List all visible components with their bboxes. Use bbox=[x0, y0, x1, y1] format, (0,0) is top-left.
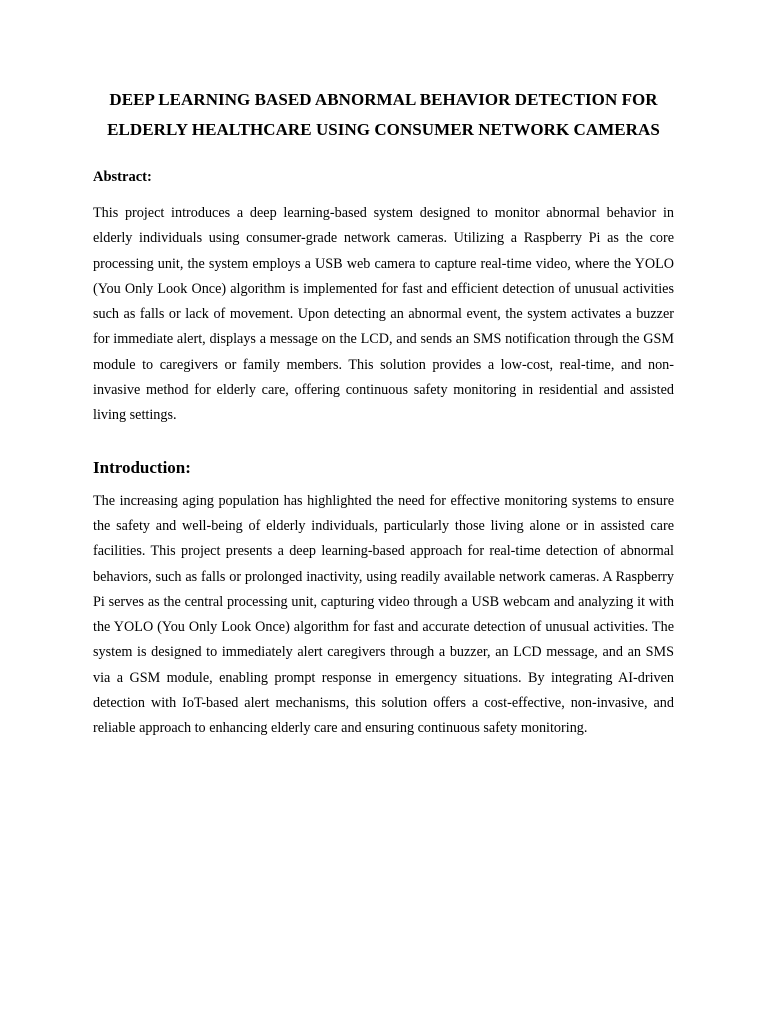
introduction-heading: Introduction: bbox=[93, 457, 191, 477]
abstract-label: Abstract: bbox=[93, 169, 152, 185]
abstract-paragraph: This project introduces a deep learning-based system designed to monitor abnormal behavior in elderly individuals using consumer-grade network cameras. Utilizing a Raspberry Pi as the core processing unit, the system employs a USB web camera to capture real-time video, where the YOLO (You Only Look Once) algorithm is implemented for fast and efficient detection of unusual activities such as falls or lack of movement. Upon detecting an abnormal event, the system activates a buzzer for immediate alert, displays a message on the LCD, and sends an SMS notification through the GSM module to caregivers or family members. This solution provides a low-cost, real-time, and non-invasive method for elderly care, offering continuous safety monitoring in residential and assisted living settings. bbox=[93, 205, 674, 424]
introduction-paragraph: The increasing aging population has highlighted the need for effective monitoring systems to ensure the safety and well-being of elderly individuals, particularly those living alone or in assisted care facilities. This project presents a deep learning-based approach for real-time detection of abnormal behaviors, such as falls or prolonged inactivity, using readily available network cameras. A Raspberry Pi serves as the central processing unit, capturing video through a USB webcam and analyzing it with the YOLO (You Only Look Once) algorithm for fast and accurate detection of unusual activities. The system is designed to immediately alert caregivers through a buzzer, an LCD message, and an SMS via a GSM module, enabling prompt response in emergency situations. By integrating AI-driven detection with IoT-based alert mechanisms, this solution offers a cost-effective, non-invasive, and reliable approach to enhancing elderly care and ensuring continuous safety monitoring. bbox=[93, 492, 674, 737]
document-title: DEEP LEARNING BASED ABNORMAL BEHAVIOR DETECTION FOR ELDERLY HEALTHCARE USING CONSUMER NETWORK CAMERAS bbox=[107, 90, 660, 139]
